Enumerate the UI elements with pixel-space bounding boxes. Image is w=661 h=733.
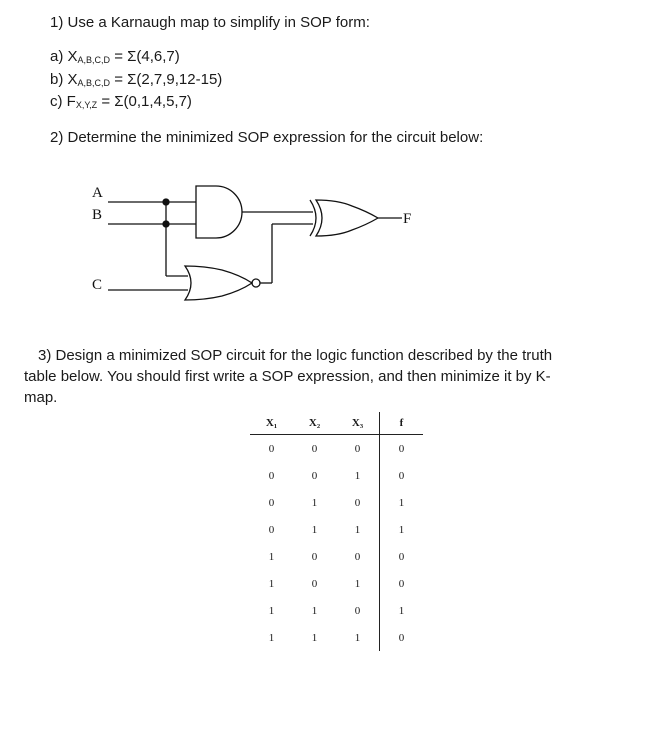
table-cell: 1 (268, 550, 275, 563)
table-cell: 0 (311, 442, 318, 455)
logic-circuit-diagram (0, 0, 661, 340)
table-cell: 1 (354, 469, 361, 482)
xor-gate (316, 200, 378, 236)
q1-item-c: c) $F_{X,Y,Z} = \Sigma(0,1,4,5,7)$ (50, 93, 192, 110)
table-cell: 0 (311, 469, 318, 482)
q1-item-a: a) $X_{A,B,C,D} = \Sigma(4,6,7)$ (50, 48, 180, 65)
table-row (250, 570, 423, 597)
table-cell: 1 (311, 604, 318, 617)
table-cell: 1 (268, 577, 275, 590)
table-cell: 1 (354, 523, 361, 536)
table-cell: 0 (380, 462, 424, 489)
truth-table (250, 412, 423, 651)
input-label-b: B (92, 207, 103, 223)
input-label-c: C (92, 277, 103, 293)
table-cell: 1 (268, 631, 275, 644)
table-cell: 1 (354, 631, 361, 644)
table-cell: 1 (268, 604, 275, 617)
table-cell: 1 (380, 597, 424, 624)
q2-title: 2) Determine the minimized SOP expression for the circuit below: (50, 129, 484, 146)
header-f: f (380, 412, 424, 435)
table-cell: 1 (311, 496, 318, 509)
table-cell: 0 (354, 550, 361, 563)
input-label-a: A (92, 185, 103, 201)
table-cell: 0 (354, 496, 361, 509)
table-cell: 1 (311, 523, 318, 536)
and-gate (196, 186, 242, 238)
table-cell: 0 (380, 624, 424, 651)
truth-table-header (250, 412, 423, 435)
table-cell: 1 (380, 489, 424, 516)
nor-bubble (252, 279, 260, 287)
table-row (250, 597, 423, 624)
table-row (250, 516, 423, 543)
table-cell: 0 (268, 523, 275, 536)
q1-title: 1) Use a Karnaugh map to simplify in SOP form: (50, 14, 370, 31)
q3-line-3: map. (24, 389, 58, 406)
table-cell: 1 (380, 516, 424, 543)
output-label-f: F (403, 211, 412, 227)
table-row (250, 489, 423, 516)
header-x3: X₃ (336, 412, 380, 435)
table-cell: 0 (380, 543, 424, 570)
table-row (250, 543, 423, 570)
table-cell: 1 (354, 577, 361, 590)
header-x2: X₂ (293, 412, 336, 435)
header-x1: X₁ (250, 412, 293, 435)
xor-extra-arc (310, 200, 316, 236)
q3-line-2: table below. You should first write a SOP expression, and then minimize it by K- (24, 368, 551, 385)
table-cell: 0 (311, 550, 318, 563)
q3-line-1: 3) Design a minimized SOP circuit for the logic function described by the truth (38, 347, 553, 364)
table-cell: 0 (380, 570, 424, 597)
table-row (250, 462, 423, 489)
table-cell: 1 (311, 631, 318, 644)
table-cell: 0 (354, 604, 361, 617)
nor-gate (185, 266, 252, 300)
q3-text (24, 345, 652, 408)
table-cell: 0 (268, 442, 275, 455)
table-row (250, 435, 423, 463)
table-cell: 0 (268, 469, 275, 482)
table-cell: 0 (311, 577, 318, 590)
table-cell: 0 (380, 435, 424, 463)
q1-item-b: b) $X_{A,B,C,D} = \Sigma(2,7,9,12-15)$ (50, 71, 223, 88)
table-cell: 0 (354, 442, 361, 455)
table-row (250, 624, 423, 651)
table-cell: 0 (268, 496, 275, 509)
